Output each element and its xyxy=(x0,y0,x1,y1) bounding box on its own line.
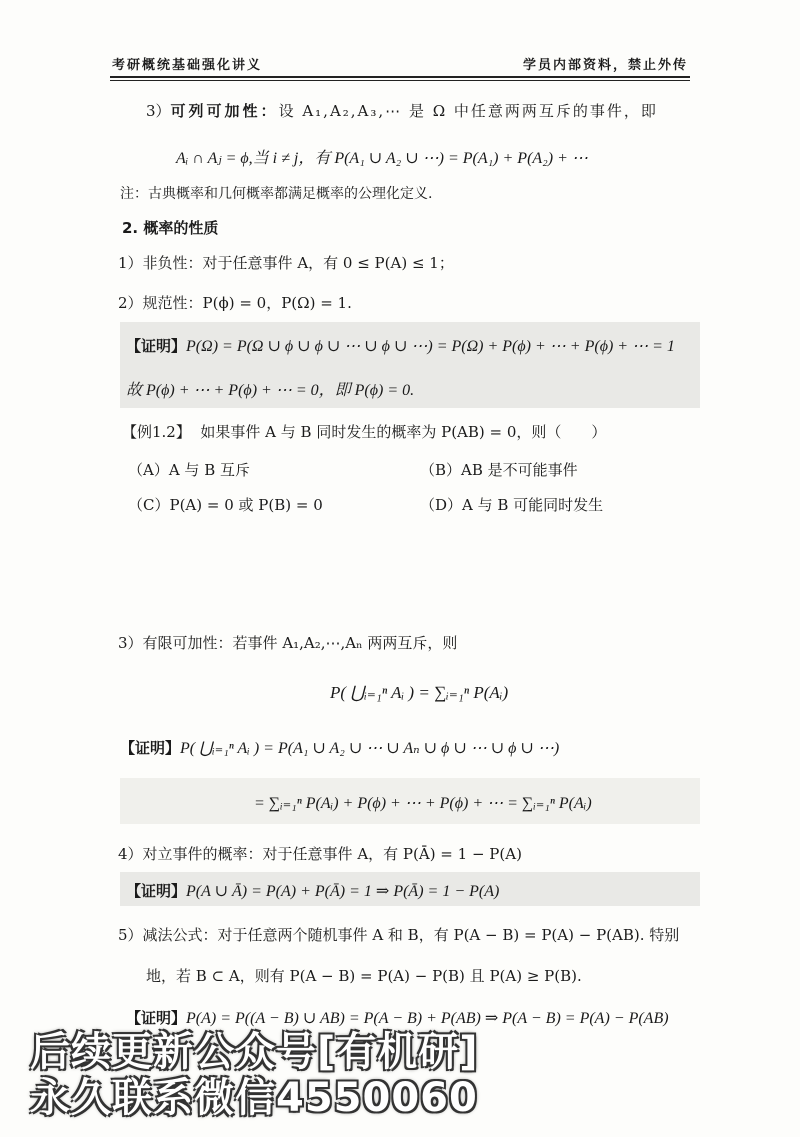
property-complement: 4）对立事件的概率：对于任意事件 A，有 P(Ā) = 1 − P(A) xyxy=(118,845,522,863)
example-option-a: （A）A 与 B 互斥 xyxy=(128,461,250,479)
header-left: 考研概统基础强化讲义 xyxy=(112,58,263,73)
proof1-line2: 故 P(ϕ) + ⋯ + P(ϕ) + ⋯ = 0，即 P(ϕ) = 0. xyxy=(126,382,415,399)
axiom3-title: 可列可加性： xyxy=(170,102,279,120)
proof2-label: 【证明】 xyxy=(120,739,181,757)
prop3-formula: P( ⋃ᵢ₌₁ⁿ Aᵢ ) = ∑ᵢ₌₁ⁿ P(Aᵢ) xyxy=(330,683,509,702)
proof1-label: 【证明】 xyxy=(126,337,187,355)
proof2-formula1: P( ⋃ᵢ₌₁ⁿ Aᵢ ) = P(A₁ ∪ A₂ ∪ ⋯ ∪ Aₙ ∪ ϕ ∪ ⋯ ∪ ϕ ∪ ⋯) xyxy=(180,740,560,757)
axiom3-formula: Aᵢ ∩ Aⱼ = ϕ,当 i ≠ j，有 P(A₁ ∪ A₂ ∪ ⋯) = P(A₁) + P(A₂) + ⋯ xyxy=(176,150,588,167)
axiom3-line xyxy=(146,100,658,121)
proof1-line1 xyxy=(126,335,675,356)
header-rule-thin xyxy=(110,80,690,81)
proof4-label: 【证明】 xyxy=(126,1009,187,1027)
example-option-d: （D）A 与 B 可能同时发生 xyxy=(420,496,604,514)
example-label: 【例1.2】 xyxy=(122,423,191,441)
proof3-label: 【证明】 xyxy=(126,882,187,900)
axiom3-text: 设 A₁,A₂,A₃,⋯ 是 Ω 中任意两两互斥的事件，即 xyxy=(278,102,658,120)
proof3-formula: P(A ∪ Ā) = P(A) + P(Ā) = 1 ⇒ P(Ā) = 1 − P(A) xyxy=(186,883,500,900)
property-nonnegativity: 1）非负性：对于任意事件 A，有 0 ≤ P(A) ≤ 1； xyxy=(118,254,454,272)
property-subtraction-line2: 地，若 B ⊂ A，则有 P(A − B) = P(A) − P(B) 且 P(A) ≥ P(B). xyxy=(146,967,582,985)
header-rule-thick xyxy=(110,76,690,78)
axiom3-num: 3） xyxy=(146,102,171,120)
proof2-line1 xyxy=(120,737,559,758)
property-normalization: 2）规范性：P(ϕ) = 0，P(Ω) = 1. xyxy=(118,294,352,312)
example-option-c: （C）P(A) = 0 或 P(B) = 0 xyxy=(128,496,323,514)
example-question-line xyxy=(122,421,606,442)
section-title: 2. 概率的性质 xyxy=(122,219,219,237)
note: 注：古典概率和几何概率都满足概率的公理化定义. xyxy=(120,186,433,202)
proof1-formula: P(Ω) = P(Ω ∪ ϕ ∪ ϕ ∪ ⋯ ∪ ϕ ∪ ⋯) = P(Ω) + P(ϕ) + ⋯ + P(ϕ) + ⋯ = 1 xyxy=(186,338,675,355)
proof3-line xyxy=(126,880,499,901)
proof4-formula: P(A) = P((A − B) ∪ AB) = P(A − B) + P(AB) ⇒ P(A − B) = P(A) − P(AB) xyxy=(186,1010,669,1027)
property-finite-additivity: 3）有限可加性：若事件 A₁,A₂,⋯,Aₙ 两两互斥，则 xyxy=(118,634,458,652)
watermark-line2: 永久联系微信4550060 xyxy=(30,1075,478,1121)
watermark-line1: 后续更新公众号[有机研] xyxy=(30,1029,479,1075)
proof2-line2: = ∑ᵢ₌₁ⁿ P(Aᵢ) + P(ϕ) + ⋯ + P(ϕ) + ⋯ = ∑ᵢ₌₁ⁿ P(Aᵢ) xyxy=(254,795,592,812)
example-question: 如果事件 A 与 B 同时发生的概率为 P(AB) = 0，则（ ） xyxy=(200,423,607,441)
example-option-b: （B）AB 是不可能事件 xyxy=(420,461,578,479)
header-right: 学员内部资料，禁止外传 xyxy=(522,58,688,73)
property-subtraction-line1: 5）减法公式：对于任意两个随机事件 A 和 B，有 P(A − B) = P(A) − P(AB). 特别 xyxy=(118,926,680,944)
